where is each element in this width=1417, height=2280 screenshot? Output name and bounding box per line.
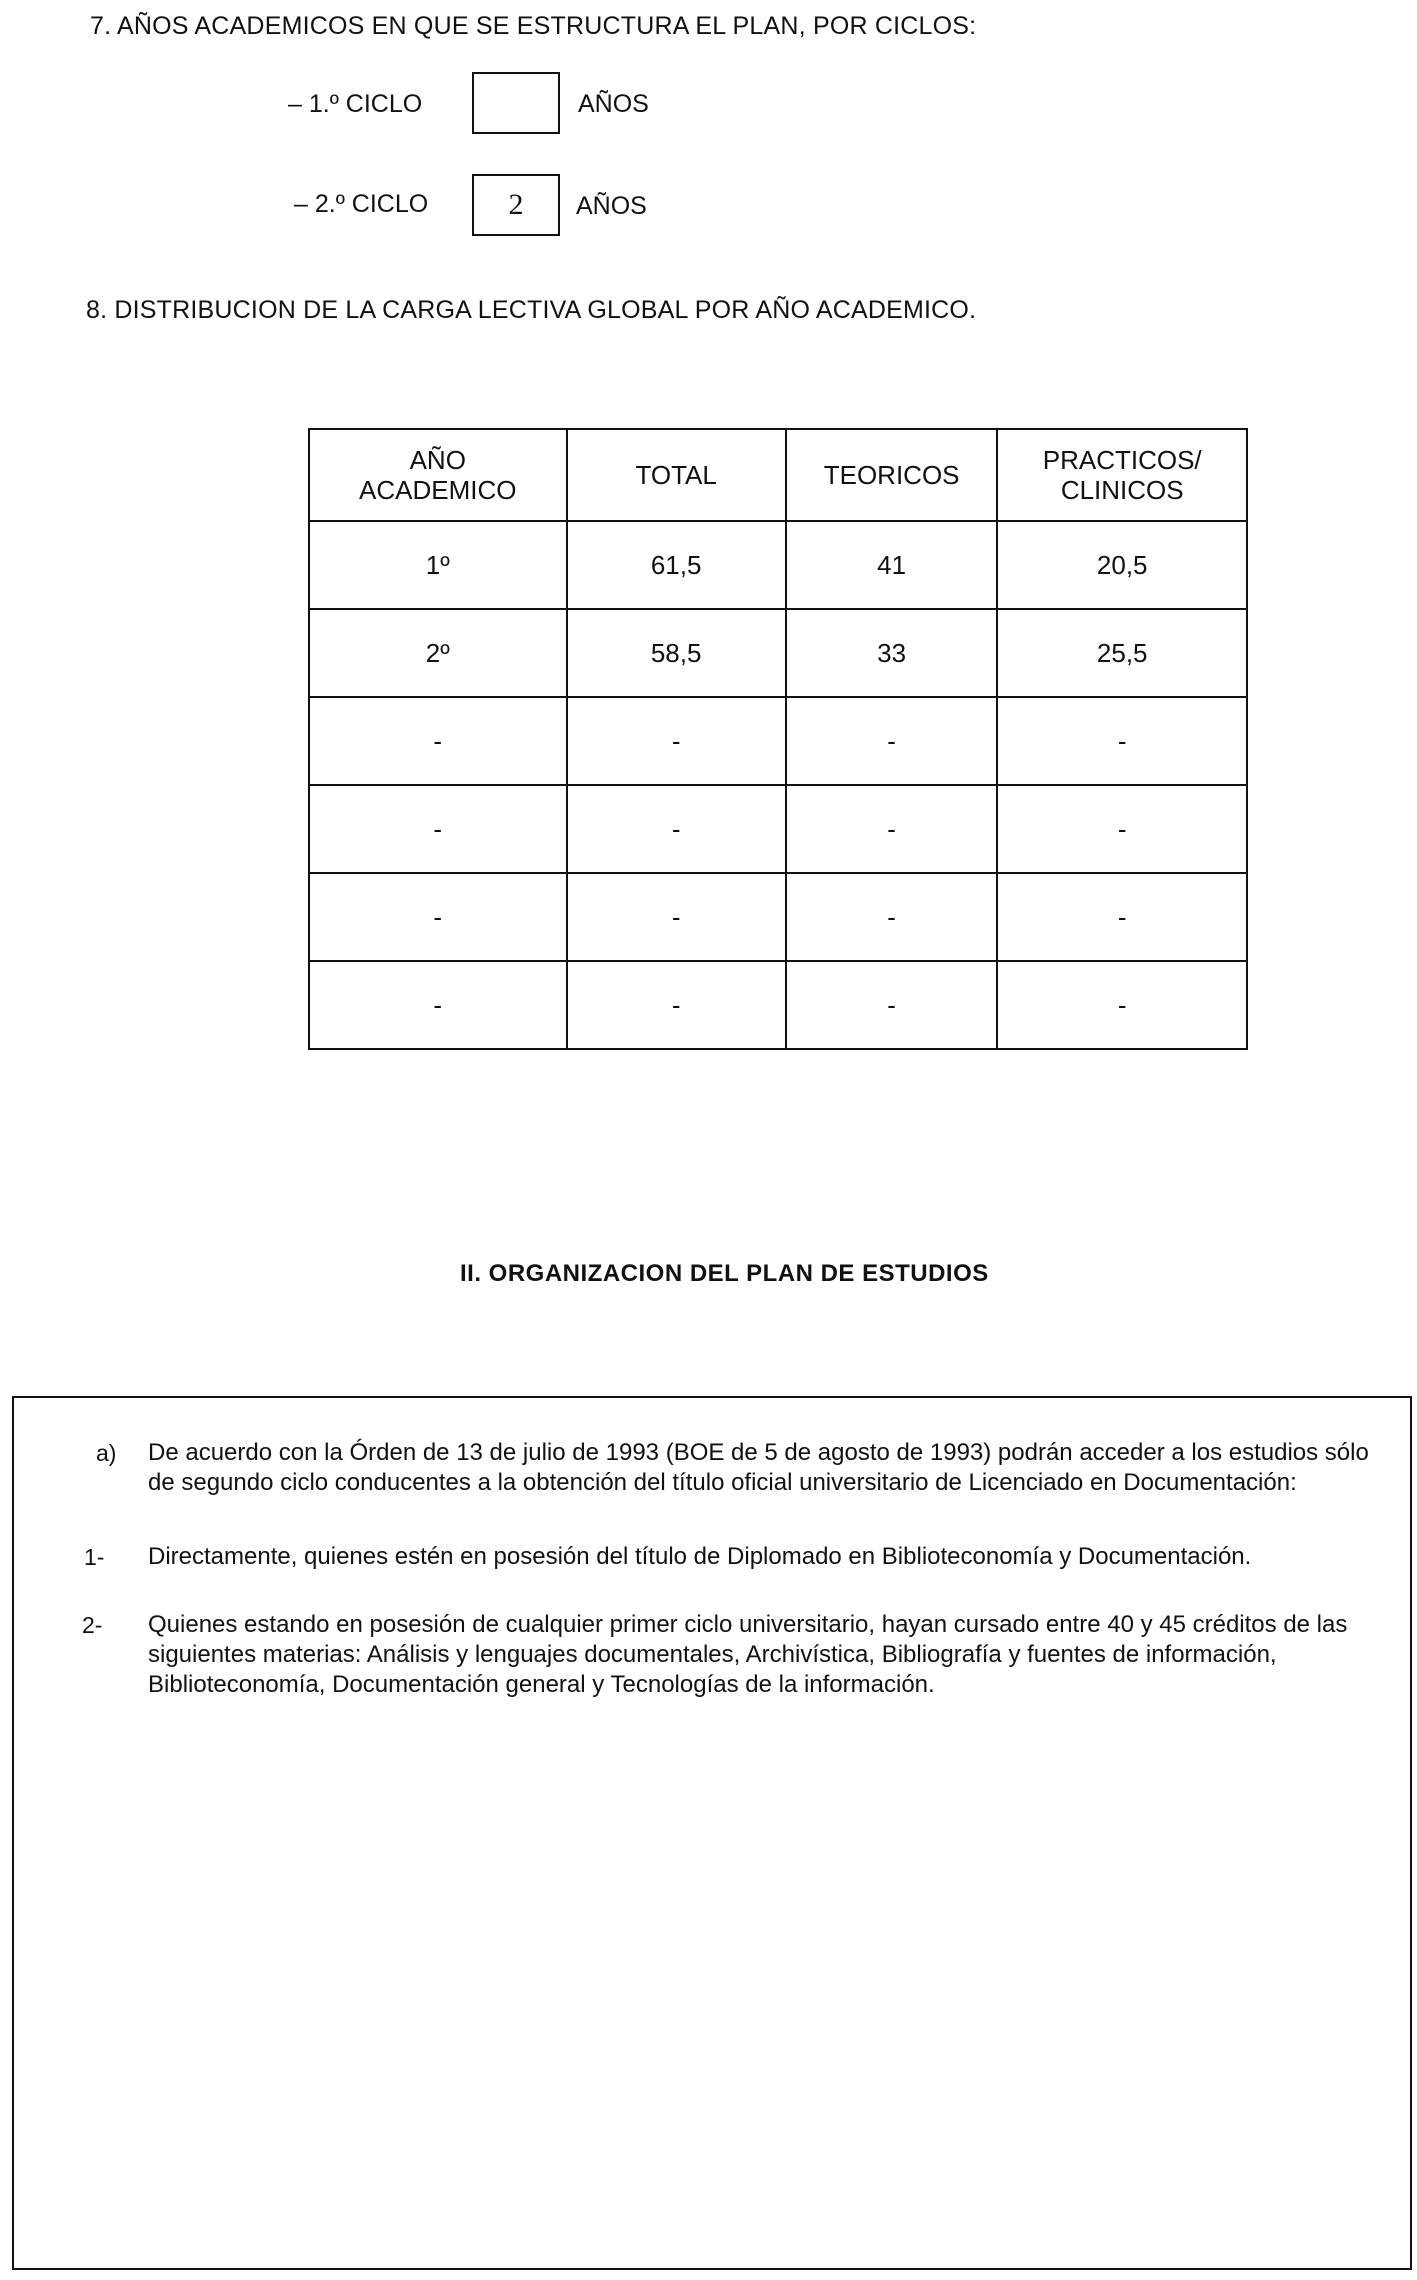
cell: - [997, 697, 1247, 785]
item-1-marker: 1- [84, 1544, 105, 1570]
col-header-year: AÑO ACADEMICO [309, 429, 567, 521]
item-a-marker: a) [96, 1440, 117, 1466]
table-row [309, 609, 1247, 697]
cell: 58,5 [567, 609, 786, 697]
cell: 41 [786, 521, 998, 609]
cell: - [786, 961, 998, 1049]
cell: - [997, 785, 1247, 873]
item-2-marker: 2- [82, 1612, 103, 1638]
cell: - [997, 961, 1247, 1049]
cell: - [309, 785, 567, 873]
cell: - [309, 961, 567, 1049]
cycle-1-unit: AÑOS [578, 90, 649, 118]
col-header-practical: PRACTICOS/ CLINICOS [997, 429, 1247, 521]
cell: 33 [786, 609, 998, 697]
table-row [309, 521, 1247, 609]
cycle-1-label: – 1.º CICLO [288, 90, 423, 118]
table-row [309, 961, 1247, 1049]
cell: - [567, 961, 786, 1049]
section-7-heading: 7. AÑOS ACADEMICOS EN QUE SE ESTRUCTURA EL PLAN, POR CICLOS: [90, 12, 977, 40]
cell: - [567, 697, 786, 785]
cycle-1-years-box [472, 72, 560, 134]
item-a-text: De acuerdo con la Órden de 13 de julio de 1993 (BOE de 5 de agosto de 1993) podrán acceder a los estudios sólo de segundo ciclo conducentes a la obtención del título oficial universitario de Licenciado en Documentación: [148, 1439, 1369, 1496]
item-1-text: Directamente, quienes estén en posesión del título de Diplomado en Biblioteconomía y Documentación. [148, 1543, 1252, 1570]
col-header-total: TOTAL [567, 429, 786, 521]
section-ii-title: II. ORGANIZACION DEL PLAN DE ESTUDIOS [460, 1260, 989, 1287]
cell: - [786, 785, 998, 873]
cycle-2-unit: AÑOS [576, 192, 647, 220]
cell: - [309, 873, 567, 961]
col-header-theoretical: TEORICOS [786, 429, 998, 521]
cell: 25,5 [997, 609, 1247, 697]
cell: - [786, 697, 998, 785]
cell: 2º [309, 609, 567, 697]
cell: 1º [309, 521, 567, 609]
cell: - [309, 697, 567, 785]
cell: 61,5 [567, 521, 786, 609]
section-8-heading: 8. DISTRIBUCION DE LA CARGA LECTIVA GLOBAL POR AÑO ACADEMICO. [86, 296, 977, 324]
table-row [309, 697, 1247, 785]
item-2-text: Quienes estando en posesión de cualquier primer ciclo universitario, hayan cursado entre 40 y 45 créditos de las siguientes materias: Análisis y lenguajes documentales, Archivística, Bibliografía y fuentes de información, Biblioteconomía, Documentación general y Tecnologías de la información. [148, 1611, 1348, 1698]
table-row [309, 785, 1247, 873]
table-row [309, 873, 1247, 961]
cell: - [786, 873, 998, 961]
cell: 20,5 [997, 521, 1247, 609]
cycle-2-label: – 2.º CICLO [294, 190, 429, 218]
cell: - [567, 873, 786, 961]
load-distribution-table [308, 428, 1248, 1050]
cell: - [997, 873, 1247, 961]
table-header-row [309, 429, 1247, 521]
cycle-2-years-box: 2 [472, 174, 560, 236]
cell: - [567, 785, 786, 873]
section-ii-frame [12, 1396, 1412, 2270]
